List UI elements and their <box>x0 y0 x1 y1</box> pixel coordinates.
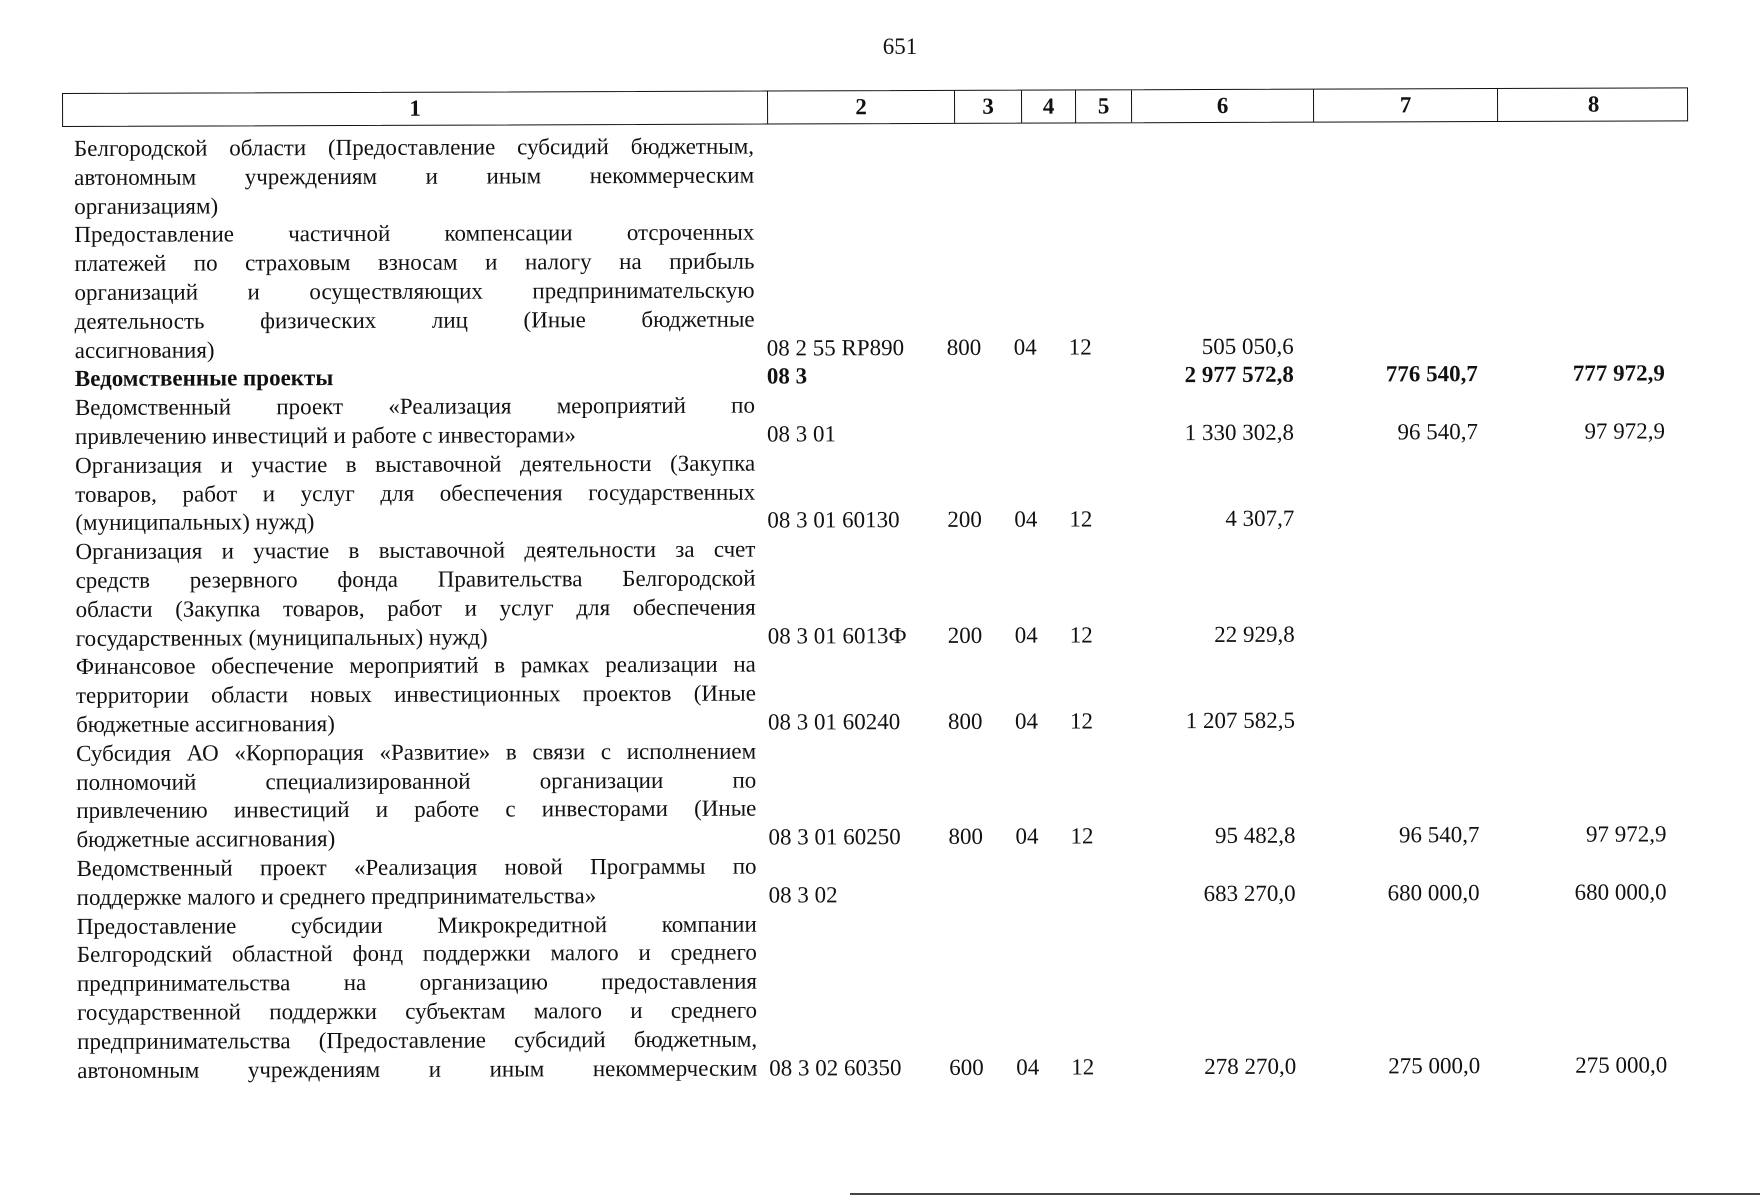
row-value-col7: 275 000,0 <box>1388 1052 1481 1078</box>
row-code: 08 3 01 6013Ф <box>767 622 907 649</box>
row-description-line: товаров, работ и услуг для обеспечения государственных <box>75 479 756 507</box>
column-header-7: 7 <box>1314 89 1498 122</box>
row-description-line: предпринимательства на организацию предоставления <box>76 968 757 997</box>
row-value-col8 <box>1465 331 1665 332</box>
row-value-col6: 1 207 582,5 <box>1185 707 1296 734</box>
row-description-line: Финансовое обеспечение мероприятий в рамках реализации на <box>75 651 756 680</box>
row-description-line: деятельность физических лиц (Иные бюджетные <box>74 306 755 334</box>
row-value-col6: 4 307,7 <box>1225 506 1295 532</box>
row-value-col7: 680 000,0 <box>1387 879 1480 906</box>
row-description-line: поддержке малого и среднего предпринимательства» <box>76 882 597 910</box>
row-section: 04 <box>1016 1054 1040 1080</box>
row-expense-type: 800 <box>947 708 983 734</box>
column-header-1: 1 <box>63 92 768 126</box>
row-value-col7 <box>1278 332 1478 333</box>
row-value-col8: 777 972,9 <box>1572 360 1665 387</box>
row-value-col8: 680 000,0 <box>1574 879 1667 905</box>
row-value-col7 <box>1279 706 1479 707</box>
row-description-line: бюджетные ассигнования) <box>76 826 336 853</box>
row-value-col8 <box>1466 705 1666 706</box>
row-description-line: Организация и участие в выставочной деятельности (Закупка <box>75 450 756 478</box>
row-code: 08 3 01 60130 <box>767 507 900 533</box>
row-value-col6: 1 330 302,8 <box>1184 419 1295 446</box>
page-number: 651 <box>882 34 918 59</box>
row-description-line: привлечению инвестиций и работе с инвесторами (Иные <box>76 795 757 824</box>
row-description-line: платежей по страховым взносам и налогу на прибыль <box>74 248 755 277</box>
row-value-col7: 96 540,7 <box>1398 822 1480 848</box>
row-code: 08 3 01 60240 <box>767 709 901 735</box>
row-expense-type: 600 <box>949 1054 984 1080</box>
row-value-col6: 95 482,8 <box>1214 822 1296 849</box>
row-expense-type: 200 <box>947 622 983 648</box>
row-expense-type: 800 <box>948 823 983 850</box>
row-description-line: Субсидия АО «Корпорация «Развитие» в связи с исполнением <box>76 738 757 766</box>
row-description-line: государственных (муниципальных) нужд) <box>75 624 488 651</box>
row-value-col7: 96 540,7 <box>1397 419 1479 445</box>
row-description-line: бюджетные ассигнования) <box>75 711 335 737</box>
row-subsection: 12 <box>1068 333 1092 360</box>
row-value-col8 <box>1465 504 1665 505</box>
row-description-line: Белгородский областной фонд поддержки малого и среднего <box>76 939 757 968</box>
footer-divider <box>850 1193 1760 1195</box>
row-value-col7 <box>1277 188 1477 189</box>
row-value-col8: 275 000,0 <box>1575 1051 1668 1078</box>
row-description-line: области (Закупка товаров, работ и услуг для обеспечения <box>75 594 756 622</box>
row-code: 08 2 55 RP890 <box>766 334 905 361</box>
row-description-line: Организация и участие в выставочной деятельности за счет <box>75 536 756 565</box>
row-value-col6: 22 929,8 <box>1214 621 1295 647</box>
row-subsection: 12 <box>1069 708 1094 734</box>
row-description-line: автономным учреждениям и иным некоммерческим <box>77 1055 758 1083</box>
row-code: 08 3 <box>766 363 808 389</box>
column-header-5: 5 <box>1076 90 1132 122</box>
row-description-line: государственной поддержки субъектам малого и среднего <box>77 997 758 1025</box>
row-value-col6: 278 270,0 <box>1204 1053 1297 1079</box>
row-code: 08 3 02 <box>768 882 838 908</box>
row-expense-type: 800 <box>946 334 982 360</box>
row-value-col8 <box>1466 619 1666 620</box>
row-section: 04 <box>1013 334 1037 360</box>
row-description-line: (муниципальных) нужд) <box>75 509 315 536</box>
row-value-col6: 683 270,0 <box>1203 880 1296 906</box>
row-description-line: территории области новых инвестиционных проектов (Иные <box>75 680 756 709</box>
row-subsection: 12 <box>1069 506 1093 532</box>
row-value-col8: 97 972,9 <box>1585 821 1667 847</box>
row-subsection: 12 <box>1069 621 1093 648</box>
row-description-line: ассигнования) <box>74 337 215 363</box>
row-subsection: 12 <box>1071 1053 1095 1080</box>
row-description-line: автономным учреждениям и иным некоммерческим <box>74 162 755 190</box>
row-value-col8: 97 972,9 <box>1584 418 1666 444</box>
row-value-col6: 2 977 572,8 <box>1184 362 1294 388</box>
row-description-line: Ведомственный проект «Реализация мероприятий по <box>74 392 755 421</box>
row-value-col8 <box>1464 187 1664 188</box>
row-description-line: предпринимательства (Предоставление субсидий бюджетным, <box>77 1026 758 1054</box>
column-header-2: 2 <box>768 91 955 124</box>
column-header-3: 3 <box>955 91 1022 123</box>
row-subsection: 12 <box>1070 823 1094 849</box>
row-value-col7 <box>1278 504 1478 505</box>
column-header-8: 8 <box>1587 91 1600 117</box>
row-value-col7 <box>1279 620 1479 621</box>
row-description-line: Ведомственные проекты <box>74 365 334 392</box>
row-section: 04 <box>1014 506 1038 533</box>
column-header-4: 4 <box>1022 90 1076 122</box>
column-header-6: 6 <box>1132 90 1314 123</box>
row-description-line: полномочий специализированной организации по <box>76 767 757 795</box>
row-description-line: средств резервного фонда Правительства Белгородской <box>75 565 756 593</box>
row-expense-type: 200 <box>947 507 982 533</box>
row-description-line: привлечению инвестиций и работе с инвесторами» <box>74 422 576 449</box>
row-section: 04 <box>1014 622 1038 648</box>
row-code: 08 3 01 <box>766 421 837 447</box>
row-section: 04 <box>1014 708 1039 734</box>
row-description-line: Предоставление субсидии Микрокредитной компании <box>76 911 757 939</box>
row-value-col7: 776 540,7 <box>1385 361 1478 387</box>
row-description-line: организаций и осуществляющих предпринимательскую <box>74 277 755 305</box>
row-description-line: Ведомственный проект «Реализация новой Программы по <box>76 853 757 881</box>
row-value-col6: 505 050,6 <box>1201 333 1294 359</box>
row-description-line: Белгородской области (Предоставление субсидий бюджетным, <box>73 133 755 161</box>
row-description-line: организациям) <box>74 193 219 219</box>
row-description-line: Предоставление частичной компенсации отсроченных <box>74 219 755 248</box>
row-value-col6 <box>1093 188 1293 189</box>
row-code: 08 3 01 60250 <box>768 824 901 850</box>
row-code: 08 3 02 60350 <box>769 1054 902 1081</box>
row-section: 04 <box>1015 823 1039 849</box>
